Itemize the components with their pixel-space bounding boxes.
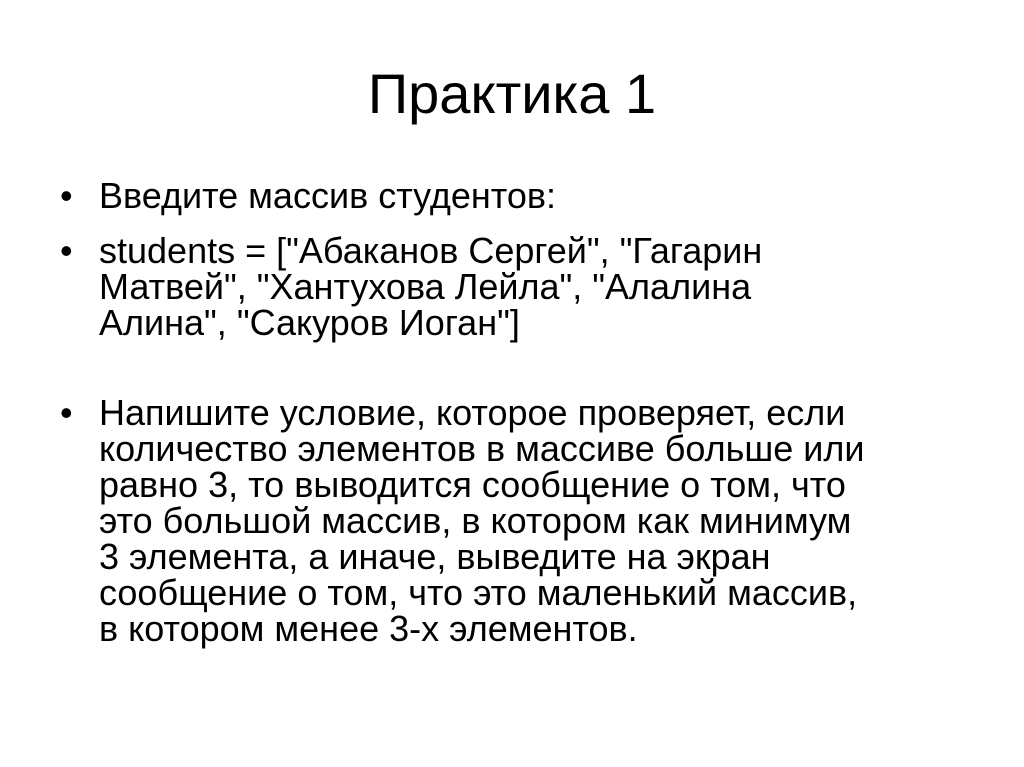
bullet-list	[60, 175, 980, 649]
bullet-item	[60, 175, 980, 216]
bullet-item	[60, 392, 980, 649]
bullet-item	[60, 230, 980, 343]
bullet-dot-icon: •	[60, 175, 73, 216]
bullet-dot-icon: •	[60, 392, 73, 433]
bullet-dot-icon: •	[60, 230, 73, 271]
bullet-text: Введите массив студентов:	[99, 175, 557, 216]
bullet-text: Напишите условие, которое проверяет, если количество элементов в массиве больше или равно 3, то выводится сообщение о том, что это большой массив, в котором как минимум 3 элемента, а иначе, выведите на экран сообщение о том, что это маленький массив, в котором менее 3-х элементов.	[99, 392, 865, 649]
bullet-text: students = ["Абаканов Сергей", "Гагарин Матвей", "Хантухова Лейла", "Алалина Алина", "Сакуров Иоган"]	[99, 230, 763, 343]
slide-title: Практика 1	[367, 62, 657, 125]
